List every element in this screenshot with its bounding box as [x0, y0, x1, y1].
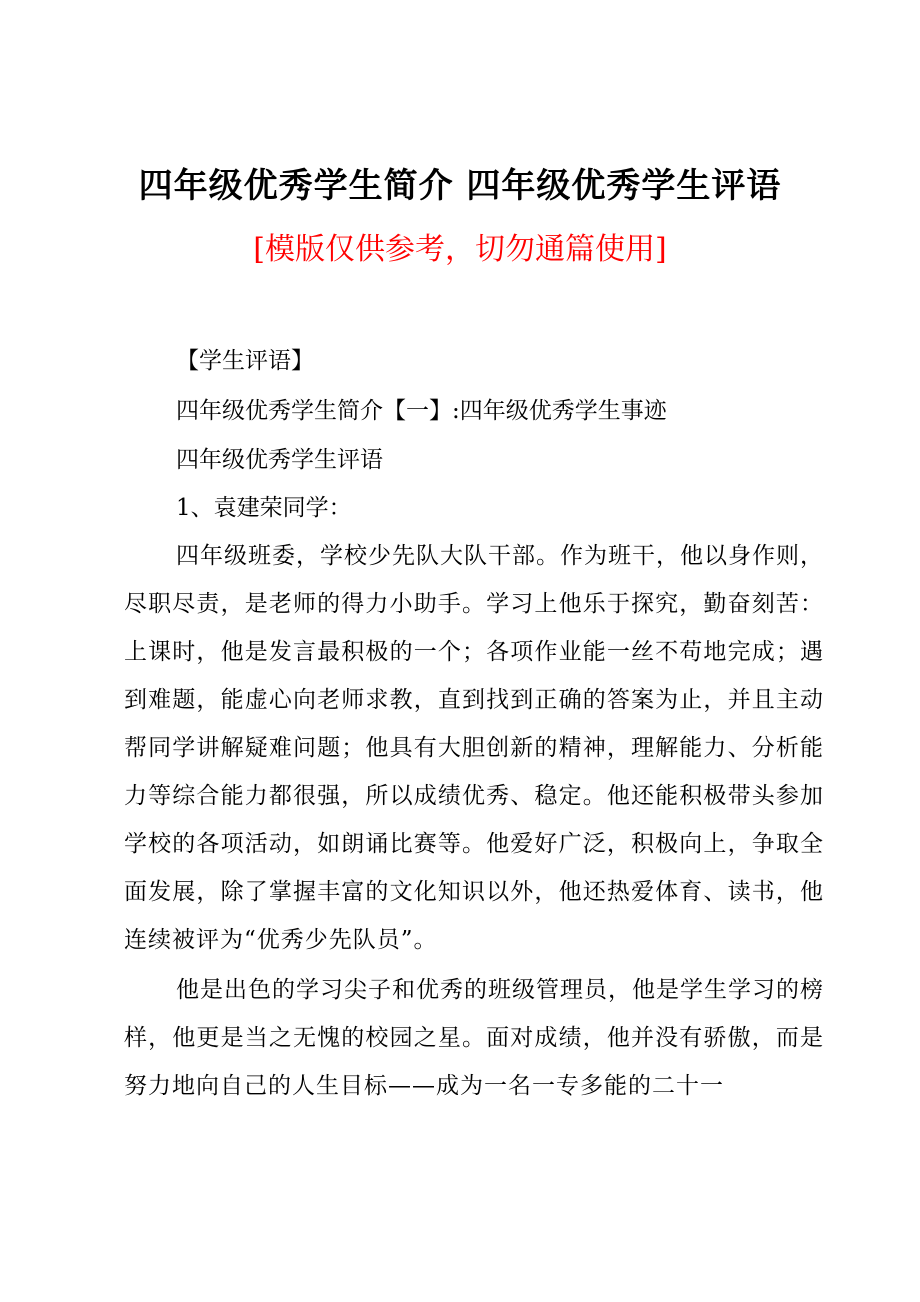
sub-heading: 四年级优秀学生评语	[176, 447, 383, 473]
template-notice: [模版仅供参考，切勿通篇使用]	[253, 232, 667, 267]
intro-line: 四年级优秀学生简介【一】:四年级优秀学生事迹	[176, 398, 667, 424]
item-heading: 1、袁建荣同学：	[176, 495, 352, 521]
body-paragraph: 他是出色的学习尖子和优秀的班级管理员，他是学生学习的榜样，他更是当之无愧的校园之星。面对成绩，他并没有骄傲，而是努力地向自己的人生目标——成为一名一专多能的二十一	[124, 977, 824, 1099]
body-paragraph: 四年级班委，学校少先队大队干部。作为班干，他以身作则，尽职尽责，是老师的得力小助手。学习上他乐于探究，勤奋刻苦：上课时，他是发言最积极的一个；各项作业能一丝不苟地完成；遇到难题，能虚心向老师求教，直到找到正确的答案为止，并且主动帮同学讲解疑难问题；他具有大胆创新的精神，理解能力、分析能力等综合能力都很强，所以成绩优秀、稳定。他还能积极带头参加学校的各项活动，如朗诵比赛等。他爱好广泛，积极向上，争取全面发展，除了掌握丰富的文化知识以外，他还热爱体育、读书，他连续被评为“优秀少先队员”。	[124, 543, 824, 953]
document-title: 四年级优秀学生简介 四年级优秀学生评语	[138, 166, 782, 206]
section-heading: 【学生评语】	[176, 348, 314, 374]
